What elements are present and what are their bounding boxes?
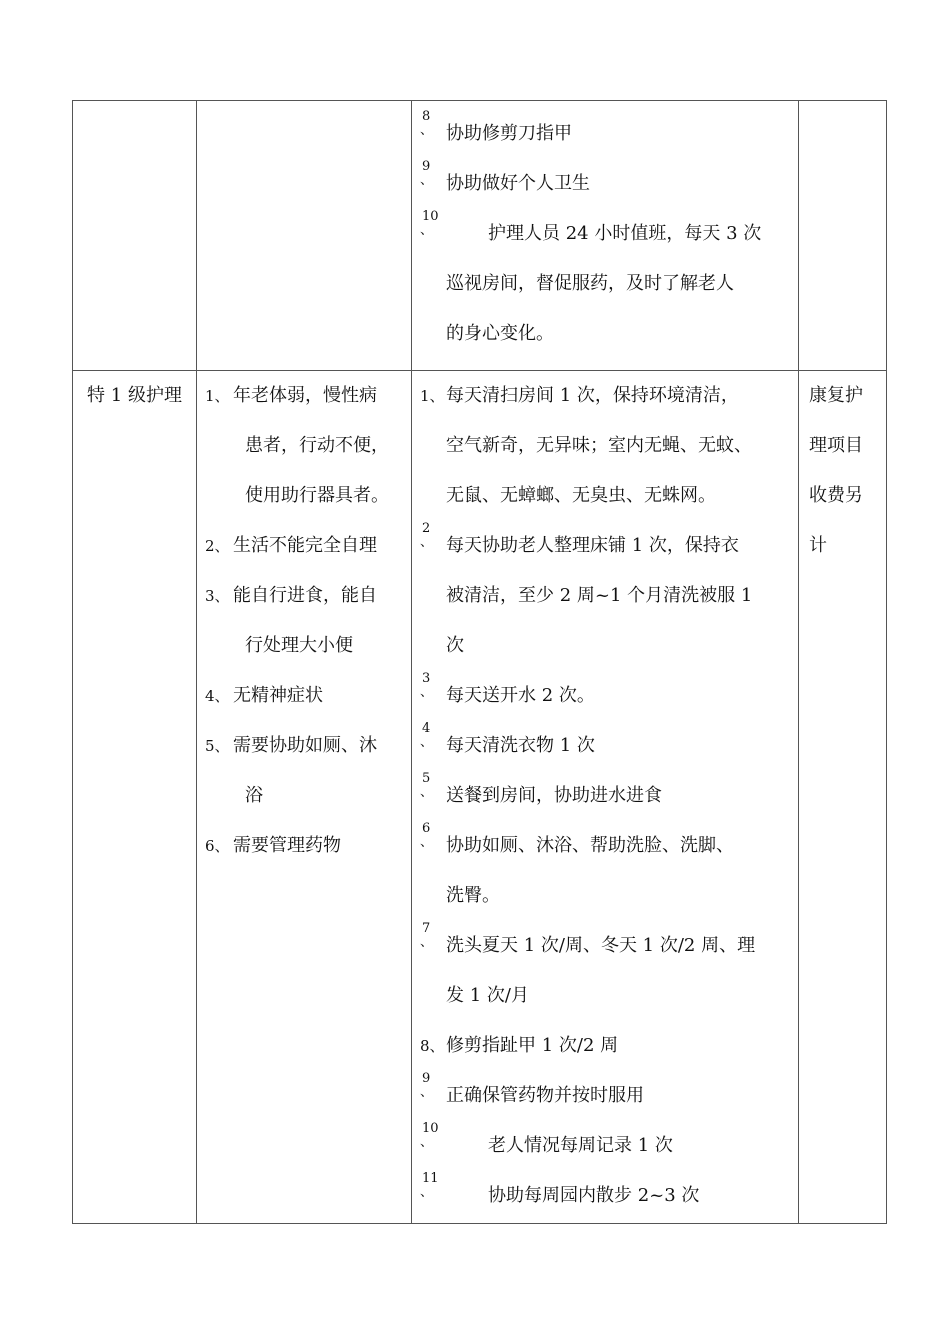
service-item (412, 1021, 798, 1071)
item-text: 年老体弱，慢性病 (233, 385, 377, 406)
item-number: 3 (422, 671, 431, 686)
item-text: 生活不能完全自理 (233, 535, 377, 556)
item-number: 10 (422, 1121, 439, 1136)
item-text-cont: 空气新奇，无异味；室内无蝇、无蚊、 (446, 435, 752, 456)
item-text-cont: 次 (446, 635, 464, 656)
item-text: 协助修剪刀指甲 (446, 123, 572, 144)
item-separator: 、 (420, 785, 434, 800)
item-separator: 、 (420, 935, 434, 950)
item-number: 1、 (205, 387, 230, 405)
fee-note: 康复护理项目收费另计 (809, 385, 863, 556)
item-text: 每天送开水 2 次。 (446, 685, 595, 706)
item-number: 5、 (205, 737, 230, 755)
item-text: 需要管理药物 (233, 835, 341, 856)
item-number: 8、 (420, 1037, 445, 1055)
item-text-cont: 洗臀。 (446, 885, 500, 906)
item-separator: 、 (420, 535, 434, 550)
item-number: 8 (422, 109, 431, 124)
service-item (412, 921, 798, 1021)
level-cell (73, 371, 197, 1224)
item-number: 6 (422, 821, 431, 836)
service-item (412, 371, 798, 521)
service-item (412, 721, 798, 771)
services-cell (412, 101, 799, 371)
condition-item (205, 521, 403, 571)
note-cell (799, 101, 887, 371)
item-text: 洗头夏天 1 次/周、冬天 1 次/2 周、理 (446, 935, 756, 956)
conditions-cell (197, 101, 412, 371)
item-text: 护理人员 24 小时值班，每天 3 次 (488, 223, 762, 244)
item-separator: 、 (420, 1085, 434, 1100)
item-text: 每天协助老人整理床铺 1 次，保持衣 (446, 535, 739, 556)
table-row (73, 101, 887, 371)
list-item (412, 209, 798, 359)
item-number: 2、 (205, 537, 230, 555)
item-number: 6、 (205, 837, 230, 855)
item-separator: 、 (420, 835, 434, 850)
table-row (73, 371, 887, 1224)
item-text-cont: 无鼠、无蟑螂、无臭虫、无蛛网。 (446, 485, 716, 506)
item-text-cont: 巡视房间，督促服药，及时了解老人 (446, 273, 734, 294)
item-number: 5 (422, 771, 431, 786)
item-number: 4、 (205, 687, 230, 705)
service-item (412, 1171, 798, 1221)
item-text: 协助做好个人卫生 (446, 173, 590, 194)
services-cell (412, 371, 799, 1224)
condition-item (205, 371, 403, 521)
item-number: 3、 (205, 587, 230, 605)
item-text-cont: 被清洁，至少 2 周~1 个月清洗被服 1 (446, 585, 753, 606)
item-separator: 、 (420, 123, 434, 138)
item-number: 9 (422, 159, 431, 174)
item-number: 11 (422, 1171, 439, 1186)
care-level-label: 特 1 级护理 (87, 385, 182, 406)
item-number: 2 (422, 521, 431, 536)
item-text: 协助每周园内散步 2~3 次 (488, 1185, 700, 1206)
item-number: 9 (422, 1071, 431, 1086)
item-text: 能自行进食，能自 (233, 585, 377, 606)
condition-item (205, 671, 403, 721)
item-text: 修剪指趾甲 1 次/2 周 (446, 1035, 619, 1056)
item-text: 正确保管药物并按时服用 (446, 1085, 644, 1106)
item-number: 1、 (420, 387, 445, 405)
service-item (412, 521, 798, 671)
item-number: 4 (422, 721, 431, 736)
item-number: 7 (422, 921, 431, 936)
item-text: 老人情况每周记录 1 次 (488, 1135, 673, 1156)
item-text-cont: 的身心变化。 (446, 323, 554, 344)
item-text-cont: 发 1 次/月 (446, 985, 529, 1006)
note-cell (799, 371, 887, 1224)
item-text: 无精神症状 (233, 685, 323, 706)
item-text-cont: 浴 (245, 785, 263, 806)
service-item (412, 1071, 798, 1121)
level-cell (73, 101, 197, 371)
item-text-cont: 行处理大小便 (245, 635, 353, 656)
service-item (412, 821, 798, 921)
condition-item (205, 721, 403, 821)
item-separator: 、 (420, 735, 434, 750)
service-item (412, 771, 798, 821)
care-level-table (72, 100, 887, 1224)
item-text: 需要协助如厕、沐 (233, 735, 377, 756)
list-item (412, 159, 798, 209)
item-text: 每天清洗衣物 1 次 (446, 735, 595, 756)
item-separator: 、 (420, 173, 434, 188)
item-separator: 、 (420, 685, 434, 700)
item-number: 10 (422, 209, 439, 224)
item-separator: 、 (420, 223, 434, 238)
item-text-cont: 患者，行动不便， (245, 435, 389, 456)
item-text-cont: 使用助行器具者。 (245, 485, 389, 506)
item-separator: 、 (420, 1135, 434, 1150)
item-text: 协助如厕、沐浴、帮助洗脸、洗脚、 (446, 835, 734, 856)
conditions-cell (197, 371, 412, 1224)
condition-item (205, 821, 403, 871)
item-text: 送餐到房间，协助进水进食 (446, 785, 662, 806)
item-text: 每天清扫房间 1 次，保持环境清洁， (446, 385, 739, 406)
condition-item (205, 571, 403, 671)
item-separator: 、 (420, 1185, 434, 1200)
service-item (412, 1121, 798, 1171)
list-item (412, 109, 798, 159)
service-item (412, 671, 798, 721)
